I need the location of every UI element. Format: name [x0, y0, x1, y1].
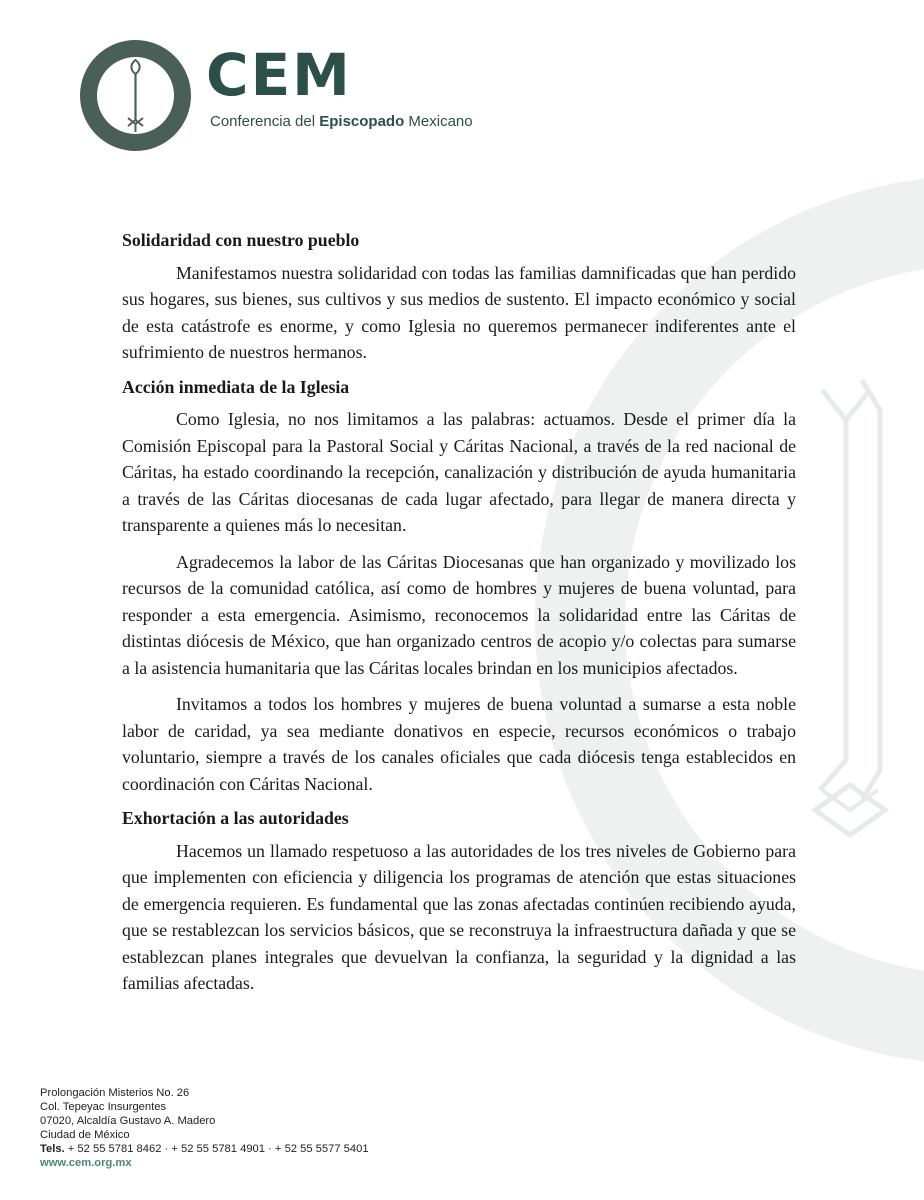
phone-line — [40, 1142, 369, 1156]
address-line: Col. Tepeyac Insurgentes — [40, 1101, 167, 1113]
website-link[interactable]: www.cem.org.mx — [40, 1157, 132, 1169]
cem-logo-icon — [78, 38, 193, 153]
paragraph: Agradecemos la labor de las Cáritas Diocesanas que han organizado y movilizado los recursos de la comunidad católica, así como de hombres y mujeres de buena voluntad, para responder a esta emergencia. Asimismo, reconocemos la solidaridad entre las Cáritas de distintas diócesis de México, que han organizado centros de acopio y/o colectas para sumarse a la asistencia humanitaria que las Cáritas locales brindan en los municipios afectados. — [122, 551, 796, 678]
phone-numbers: + 52 55 5781 8462 · + 52 55 5781 4901 · + 52 55 5577 5401 — [64, 1143, 369, 1155]
letterhead — [78, 38, 498, 153]
address-line: 07020, Alcaldía Gustavo A. Madero — [40, 1115, 216, 1127]
address-line: Prolongación Misterios No. 26 — [40, 1087, 190, 1099]
paragraph: Hacemos un llamado respetuoso a las autoridades de los tres niveles de Gobierno para que implementen con eficiencia y diligencia los programas de atención que estas situaciones de emergencia requieren. Es fundamental que las zonas afectadas continúen recibiendo ayuda, que se restablezcan los servicios básicos, que se reconstruya la infraestructura dañada y que se establezcan planes integrales que devuelvan la confianza, la seguridad y la dignidad a las familias afectadas. — [122, 840, 796, 993]
phone-label: Tels. — [40, 1143, 65, 1155]
paragraph: Como Iglesia, no nos limitamos a las palabras: actuamos. Desde el primer día la Comisión Episcopal para la Pastoral Social y Cáritas Nacional, a través de la red nacional de Cáritas, ha estado coordinando la recepción, canalización y distribución de ayuda humanitaria a través de las Cáritas diocesanas de cada lugar afectado, para llegar de manera directa y transparente a quienes más lo necesitan. — [122, 409, 796, 535]
paragraph: Manifestamos nuestra solidaridad con todas las familias damnificadas que han perdido sus hogares, sus bienes, sus cultivos y sus medios de sustento. El impacto económico y social de esta catástrofe es enorme, y como Iglesia no queremos permanecer indiferentes ante el sufrimiento de nuestros hermanos. — [122, 262, 796, 362]
footer-address — [40, 1086, 369, 1170]
section-heading: Acción inmediata de la Iglesia — [122, 376, 350, 397]
address-line: Ciudad de México — [40, 1129, 130, 1141]
section-heading: Solidaridad con nuestro pueblo — [122, 230, 360, 250]
section-heading: Exhortación a las autoridades — [122, 808, 349, 828]
document-body — [122, 227, 796, 1007]
paragraph: Invitamos a todos los hombres y mujeres de buena voluntad a sumarse a esta noble labor de caridad, ya sea mediante donativos en especie, recursos económicos o trabajo voluntario, siempre a través de los canales oficiales que cada diócesis tenga establecidos en coordinación con Cáritas Nacional. — [122, 694, 796, 794]
brand-name: CEM — [206, 41, 352, 109]
brand-subtitle: Conferencia del Episcopado Mexicano — [210, 113, 473, 130]
